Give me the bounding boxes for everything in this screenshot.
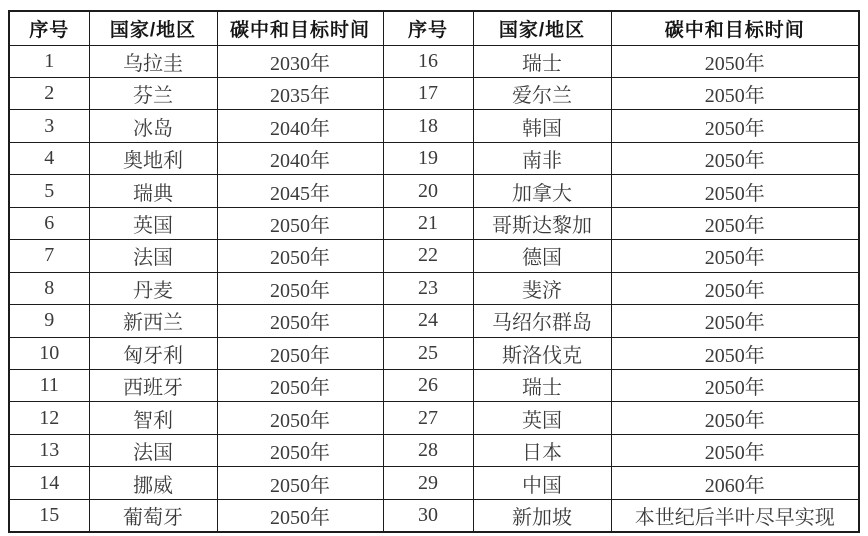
serial-cell: 19 (383, 142, 473, 174)
target-cell: 2050年 (611, 45, 859, 77)
target-cell: 2050年 (611, 240, 859, 272)
serial-cell: 1 (9, 45, 89, 77)
serial-cell: 16 (383, 45, 473, 77)
country-cell: 奥地利 (89, 142, 217, 174)
country-cell: 匈牙利 (89, 337, 217, 369)
serial-cell: 27 (383, 402, 473, 434)
target-cell: 2050年 (217, 207, 383, 239)
table-row (9, 272, 859, 304)
country-cell: 新加坡 (473, 499, 611, 532)
header-row (9, 11, 859, 45)
country-cell: 芬兰 (89, 77, 217, 109)
country-cell: 葡萄牙 (89, 499, 217, 532)
table-row (9, 402, 859, 434)
target-cell: 2050年 (611, 402, 859, 434)
table-row (9, 305, 859, 337)
country-cell: 英国 (89, 207, 217, 239)
target-cell: 2045年 (217, 175, 383, 207)
serial-cell: 3 (9, 110, 89, 142)
serial-cell: 30 (383, 499, 473, 532)
target-cell: 2050年 (217, 467, 383, 499)
target-cell: 2050年 (217, 434, 383, 466)
serial-cell: 22 (383, 240, 473, 272)
serial-cell: 11 (9, 370, 89, 402)
country-cell: 法国 (89, 240, 217, 272)
table-row (9, 434, 859, 466)
target-cell: 本世纪后半叶尽早实现 (611, 499, 859, 532)
target-cell: 2050年 (611, 272, 859, 304)
header-target-left: 碳中和目标时间 (217, 11, 383, 45)
target-cell: 2050年 (217, 370, 383, 402)
country-cell: 新西兰 (89, 305, 217, 337)
target-cell: 2050年 (217, 499, 383, 532)
country-cell: 加拿大 (473, 175, 611, 207)
country-cell: 法国 (89, 434, 217, 466)
serial-cell: 8 (9, 272, 89, 304)
country-cell: 斐济 (473, 272, 611, 304)
serial-cell: 17 (383, 77, 473, 109)
serial-cell: 14 (9, 467, 89, 499)
header-serial-left: 序号 (9, 11, 89, 45)
table-row (9, 207, 859, 239)
header-country-right: 国家/地区 (473, 11, 611, 45)
target-cell: 2030年 (217, 45, 383, 77)
target-cell: 2050年 (611, 77, 859, 109)
country-cell: 丹麦 (89, 272, 217, 304)
country-cell: 哥斯达黎加 (473, 207, 611, 239)
table-row (9, 45, 859, 77)
table-row (9, 110, 859, 142)
country-cell: 德国 (473, 240, 611, 272)
serial-cell: 6 (9, 207, 89, 239)
serial-cell: 10 (9, 337, 89, 369)
table-body (9, 45, 859, 532)
target-cell: 2035年 (217, 77, 383, 109)
target-cell: 2050年 (217, 337, 383, 369)
country-cell: 智利 (89, 402, 217, 434)
serial-cell: 5 (9, 175, 89, 207)
target-cell: 2040年 (217, 110, 383, 142)
target-cell: 2050年 (611, 110, 859, 142)
carbon-neutrality-table-container (8, 10, 860, 533)
serial-cell: 18 (383, 110, 473, 142)
country-cell: 爱尔兰 (473, 77, 611, 109)
target-cell: 2050年 (217, 305, 383, 337)
table-row (9, 467, 859, 499)
country-cell: 西班牙 (89, 370, 217, 402)
country-cell: 斯洛伐克 (473, 337, 611, 369)
serial-cell: 13 (9, 434, 89, 466)
target-cell: 2060年 (611, 467, 859, 499)
serial-cell: 15 (9, 499, 89, 532)
country-cell: 瑞典 (89, 175, 217, 207)
country-cell: 英国 (473, 402, 611, 434)
header-target-right: 碳中和目标时间 (611, 11, 859, 45)
serial-cell: 21 (383, 207, 473, 239)
serial-cell: 2 (9, 77, 89, 109)
serial-cell: 25 (383, 337, 473, 369)
table-row (9, 142, 859, 174)
header-country-left: 国家/地区 (89, 11, 217, 45)
carbon-neutrality-table (8, 10, 860, 533)
target-cell: 2050年 (611, 207, 859, 239)
target-cell: 2050年 (217, 240, 383, 272)
country-cell: 瑞士 (473, 370, 611, 402)
target-cell: 2040年 (217, 142, 383, 174)
country-cell: 乌拉圭 (89, 45, 217, 77)
target-cell: 2050年 (611, 434, 859, 466)
country-cell: 冰岛 (89, 110, 217, 142)
serial-cell: 26 (383, 370, 473, 402)
target-cell: 2050年 (611, 305, 859, 337)
country-cell: 挪威 (89, 467, 217, 499)
serial-cell: 28 (383, 434, 473, 466)
target-cell: 2050年 (217, 402, 383, 434)
country-cell: 中国 (473, 467, 611, 499)
header-serial-right: 序号 (383, 11, 473, 45)
serial-cell: 23 (383, 272, 473, 304)
country-cell: 韩国 (473, 110, 611, 142)
serial-cell: 29 (383, 467, 473, 499)
country-cell: 马绍尔群岛 (473, 305, 611, 337)
target-cell: 2050年 (611, 142, 859, 174)
target-cell: 2050年 (611, 175, 859, 207)
target-cell: 2050年 (217, 272, 383, 304)
serial-cell: 24 (383, 305, 473, 337)
table-row (9, 77, 859, 109)
table-row (9, 499, 859, 532)
table-row (9, 175, 859, 207)
country-cell: 瑞士 (473, 45, 611, 77)
serial-cell: 4 (9, 142, 89, 174)
table-row (9, 370, 859, 402)
table-row (9, 240, 859, 272)
serial-cell: 7 (9, 240, 89, 272)
table-row (9, 337, 859, 369)
target-cell: 2050年 (611, 337, 859, 369)
serial-cell: 12 (9, 402, 89, 434)
serial-cell: 20 (383, 175, 473, 207)
target-cell: 2050年 (611, 370, 859, 402)
country-cell: 日本 (473, 434, 611, 466)
serial-cell: 9 (9, 305, 89, 337)
country-cell: 南非 (473, 142, 611, 174)
